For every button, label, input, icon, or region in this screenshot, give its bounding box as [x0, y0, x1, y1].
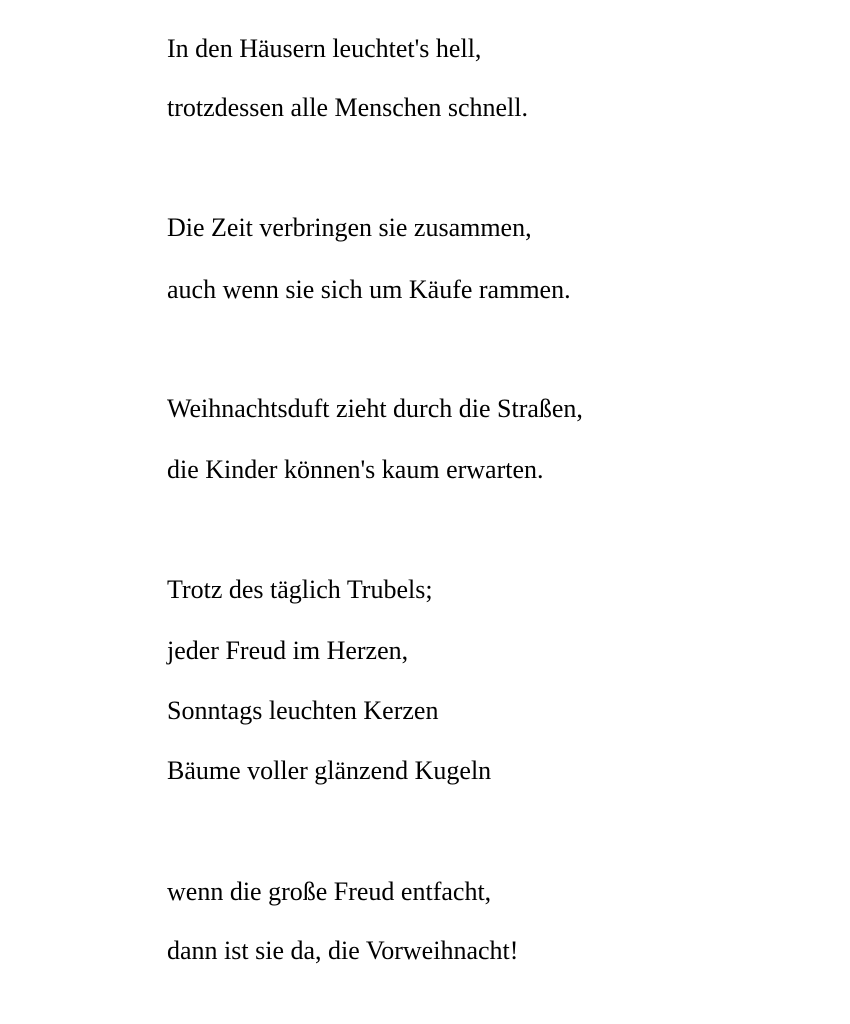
poem-line: dann ist sie da, die Vorweihnacht! [167, 936, 519, 965]
poem-line: Bäume voller glänzend Kugeln [167, 756, 492, 785]
poem-line: Die Zeit verbringen sie zusammen, [167, 213, 532, 242]
poem-line: jeder Freud im Herzen, [167, 636, 409, 665]
poem-line: die Kinder können's kaum erwarten. [167, 455, 544, 484]
poem-line: auch wenn sie sich um Käufe rammen. [167, 275, 571, 304]
poem-line: trotzdessen alle Menschen schnell. [167, 93, 528, 122]
poem-line: Sonntags leuchten Kerzen [167, 696, 439, 725]
poem-line: Weihnachtsduft zieht durch die Straßen, [167, 394, 583, 423]
poem-line: In den Häusern leuchtet's hell, [167, 34, 482, 63]
poem-line: wenn die große Freud entfacht, [167, 877, 492, 906]
poem-line: Trotz des täglich Trubels; [167, 575, 433, 604]
